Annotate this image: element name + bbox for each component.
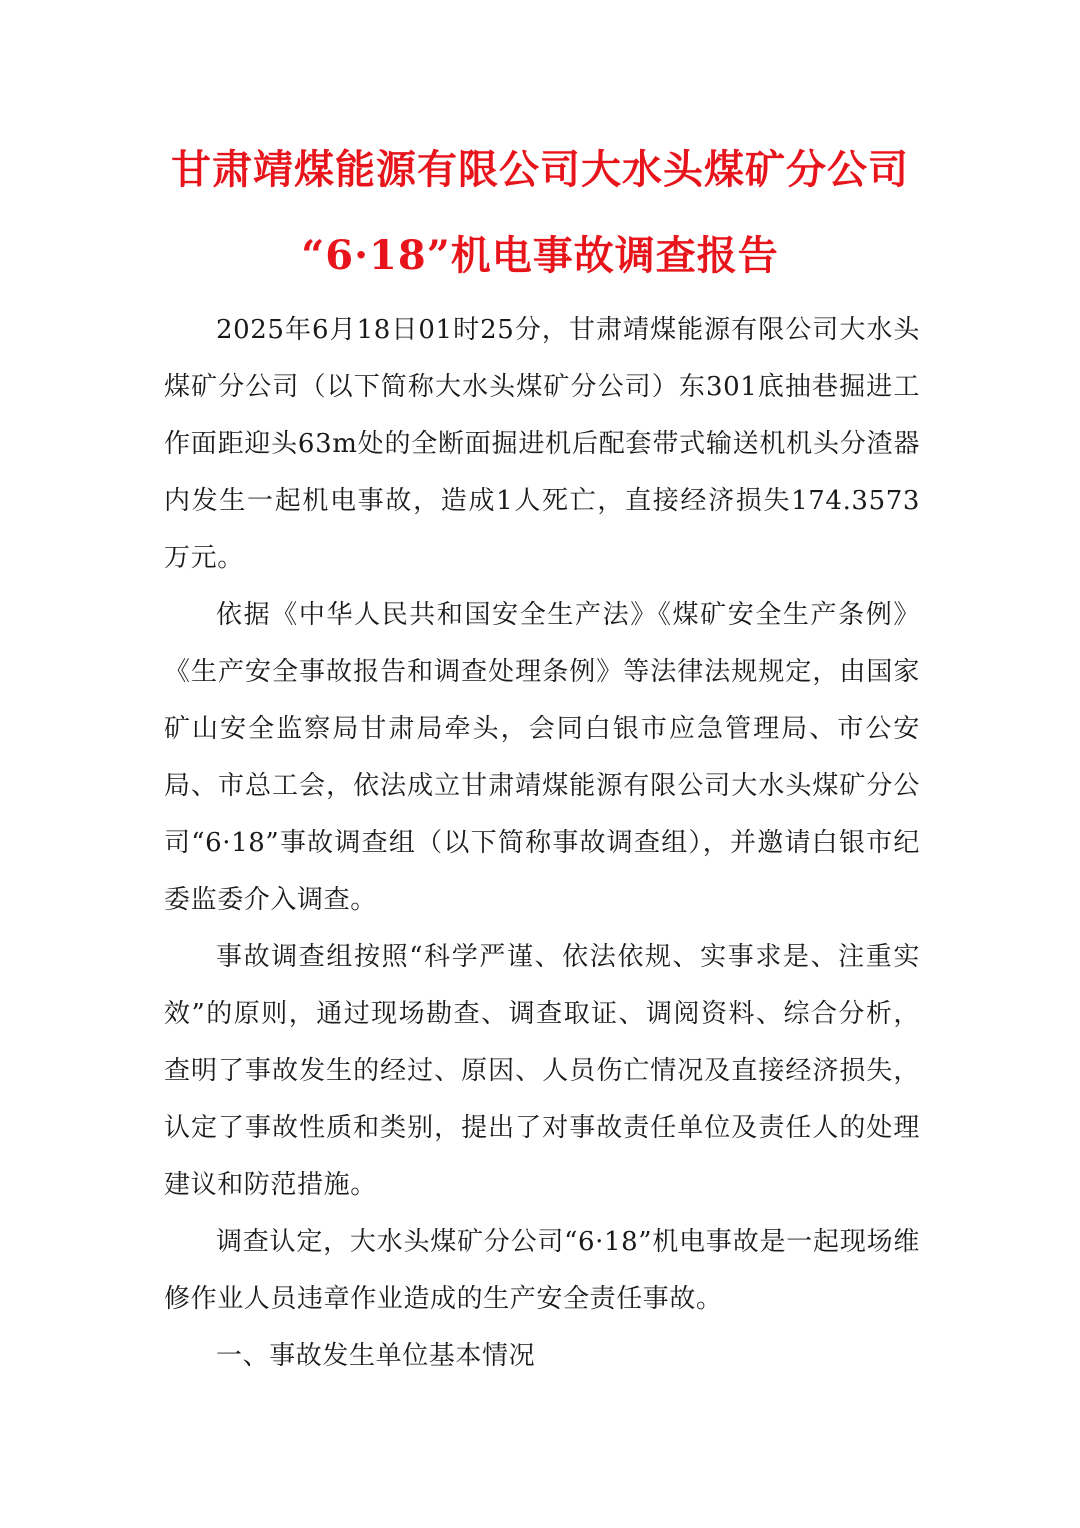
report-body xyxy=(164,302,920,1385)
paragraph-investigation-principles: 事故调查组按照“科学严谨、依法依规、实事求是、注重实效”的原则，通过现场勘查、调查取证、调阅资料、综合分析，查明了事故发生的经过、原因、人员伤亡情况及直接经济损失，认定了事故性质和类别，提出了对事故责任单位及责任人的处理建议和防范措施。 xyxy=(164,942,920,1200)
section-heading-1: 一、事故发生单位基本情况 xyxy=(216,1341,536,1371)
paragraph-determination: 调查认定，大水头煤矿分公司“6·18”机电事故是一起现场维修作业人员违章作业造成的生产安全责任事故。 xyxy=(164,1227,920,1314)
paragraph-legal-basis: 依据《中华人民共和国安全生产法》《煤矿安全生产条例》《生产安全事故报告和调查处理条例》等法律法规规定，由国家矿山安全监察局甘肃局牵头，会同白银市应急管理局、市公安局、市总工会，依法成立甘肃靖煤能源有限公司大水头煤矿分公司“6·18”事故调查组（以下简称事故调查组），并邀请白银市纪委监委介入调查。 xyxy=(164,600,920,915)
report-title-line-2: “6·18”机电事故调查报告 xyxy=(301,232,779,279)
paragraph-incident-summary: 2025年6月18日01时25分，甘肃靖煤能源有限公司大水头煤矿分公司（以下简称大水头煤矿分公司）东301底抽巷掘进工作面距迎头63m处的全断面掘进机后配套带式输送机机头分渣器内发生一起机电事故，造成1人死亡，直接经济损失174.3573万元。 xyxy=(164,315,920,573)
report-title-line-1: 甘肃靖煤能源有限公司大水头煤矿分公司 xyxy=(171,146,909,193)
